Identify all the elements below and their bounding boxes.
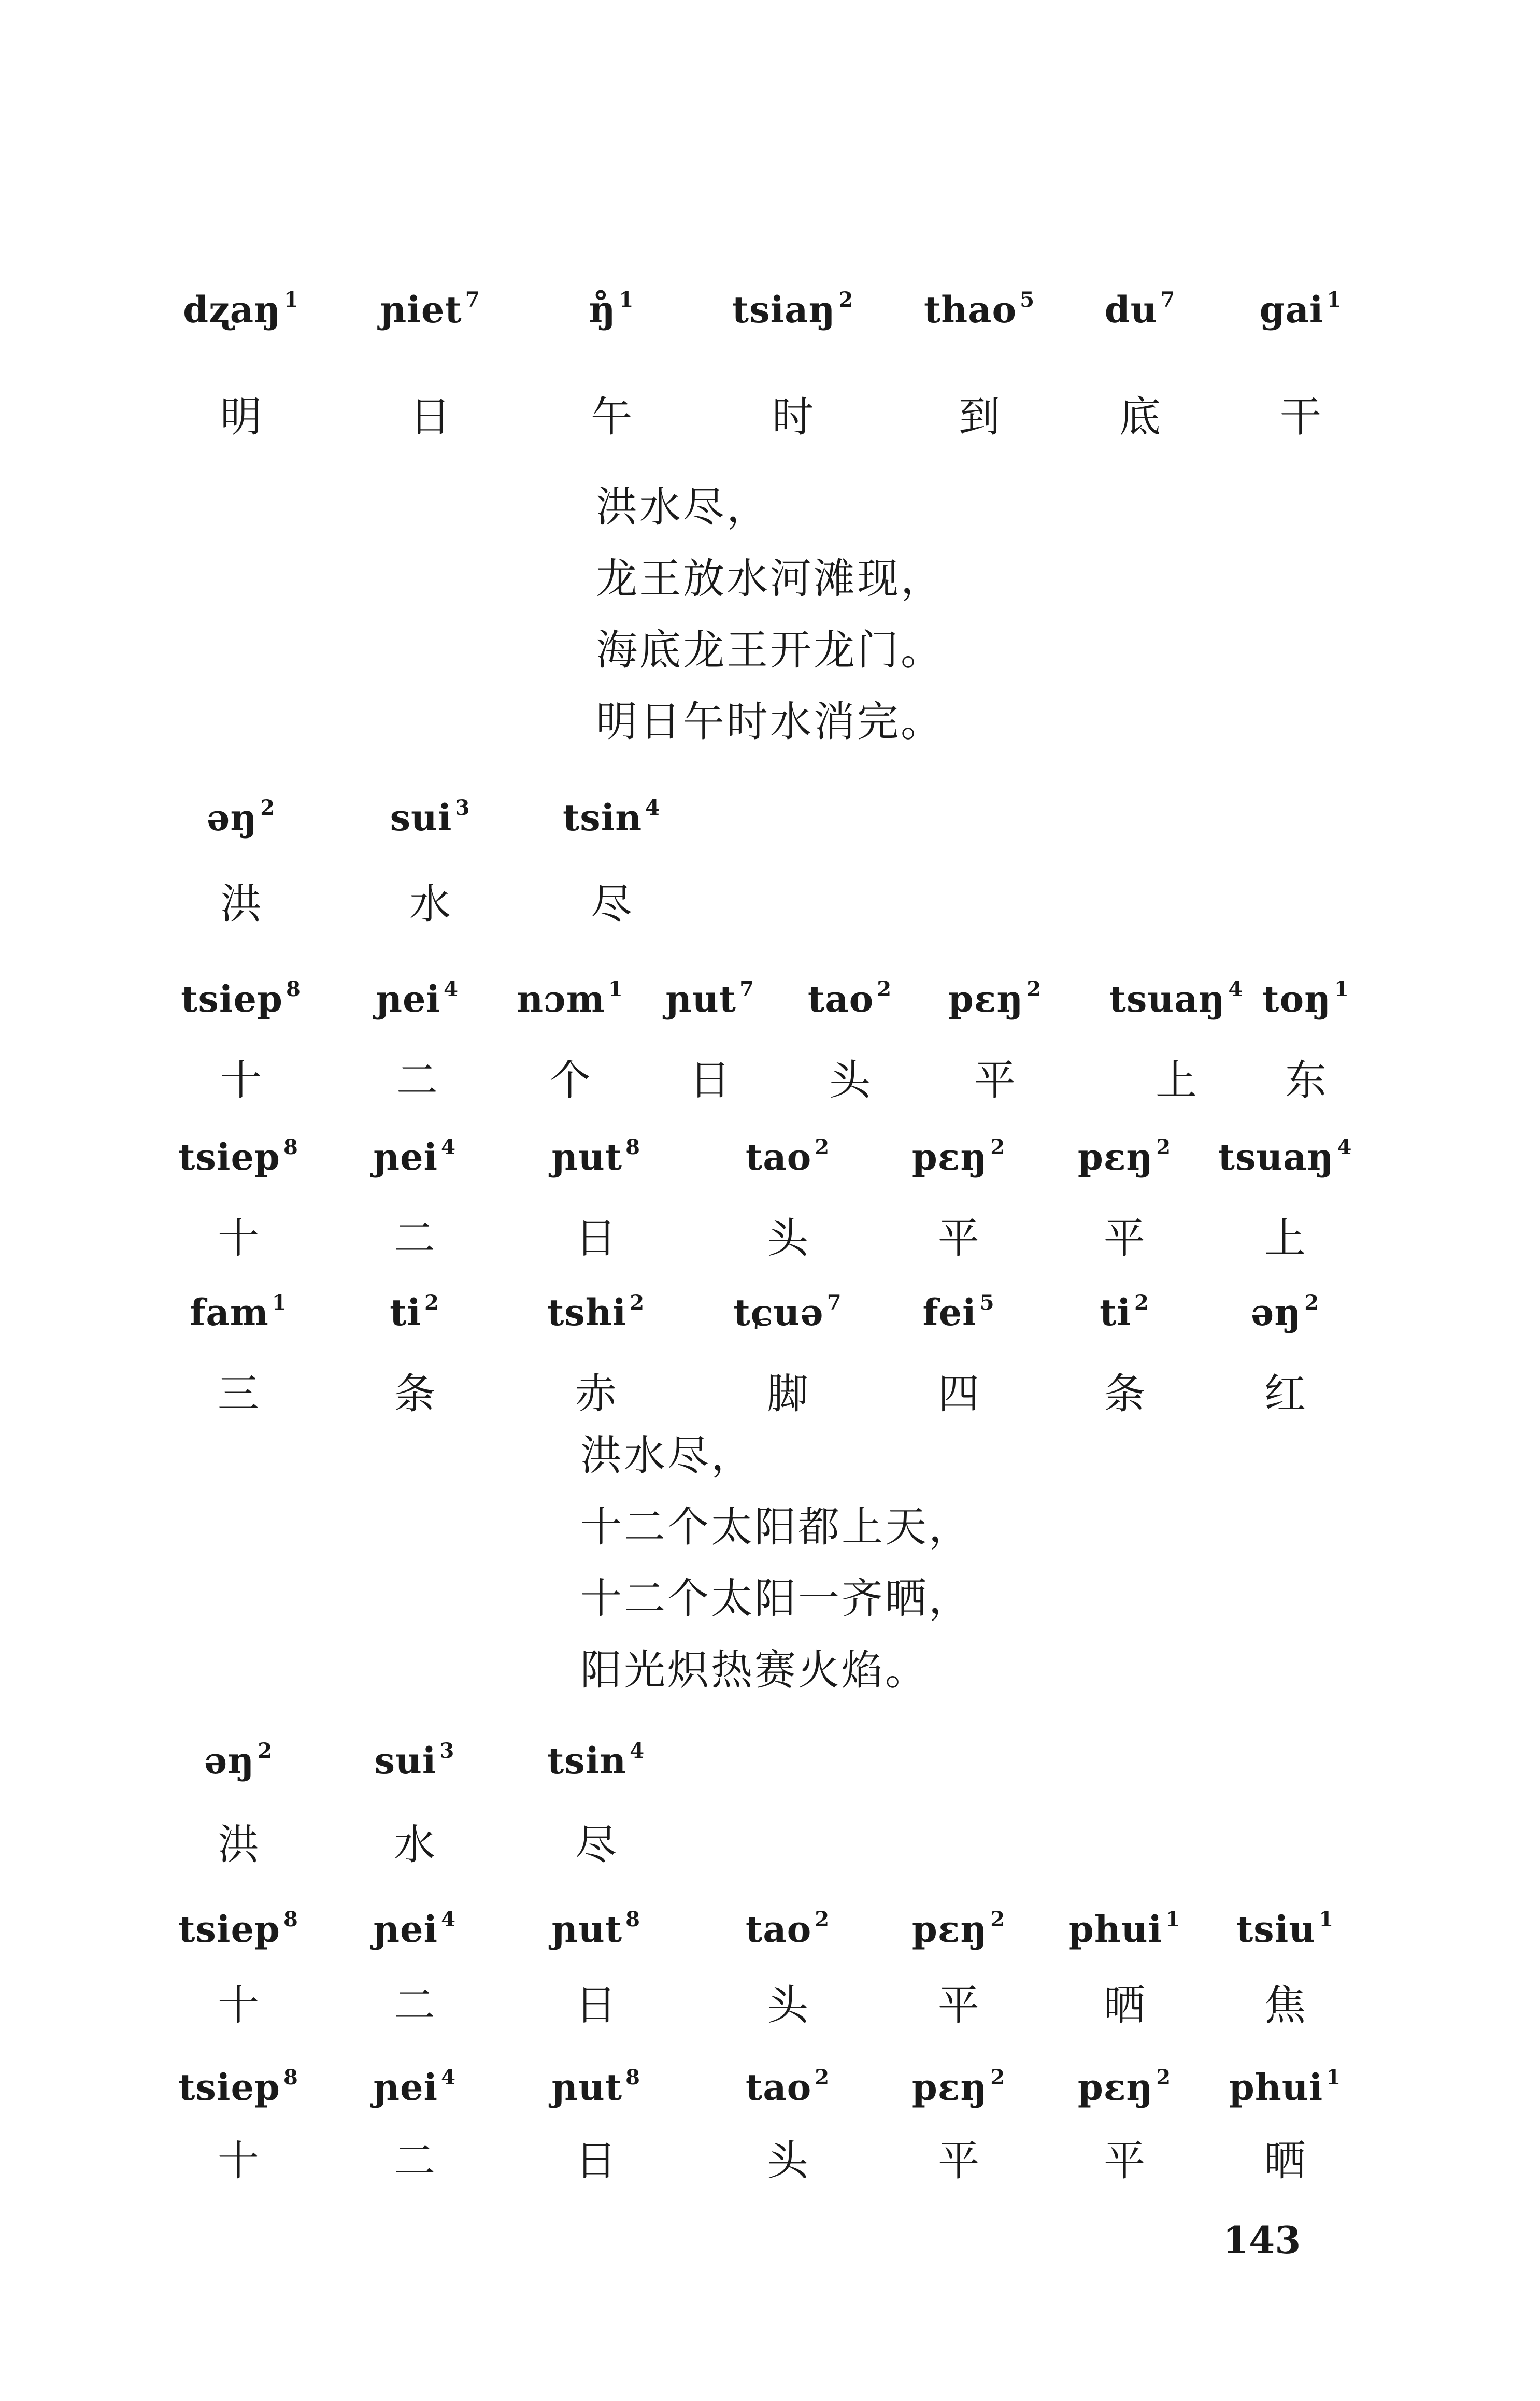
syllable: tsiep $^8$ (178, 1135, 298, 1178)
hanzi: 到 (959, 393, 1000, 441)
syllable: ɲei $^4$ (373, 2065, 456, 2109)
verse-line: 海底龙王开龙门。 (596, 626, 944, 674)
syllable: nɔm $^1$ (517, 977, 623, 1020)
hanzi: 尽 (591, 880, 632, 928)
verse-line: 龙王放水河滩现， (596, 555, 944, 603)
syllable: dʐaŋ $^1$ (183, 288, 299, 331)
hanzi: 条 (394, 1370, 435, 1418)
hanzi: 东 (1285, 1056, 1327, 1104)
hanzi: 三 (218, 1370, 259, 1418)
hanzi: 日 (575, 2137, 617, 2185)
hanzi: 晒 (1264, 2137, 1306, 2185)
hanzi-row (0, 1811, 1540, 1869)
hanzi: 焦 (1264, 1981, 1306, 2029)
syllable: pɛŋ $^2$ (1077, 1135, 1172, 1178)
syllable: ti $^2$ (1100, 1290, 1149, 1334)
hanzi: 平 (938, 1214, 979, 1262)
syllable: ɲut $^7$ (665, 977, 754, 1020)
hanzi: 平 (974, 1056, 1016, 1104)
romanization-row (0, 1135, 1540, 1182)
syllable: ɲei $^4$ (373, 1135, 456, 1178)
hanzi: 时 (772, 393, 814, 441)
verse-line: 阳光炽热赛火焰。 (580, 1646, 929, 1694)
hanzi: 二 (394, 2137, 435, 2185)
hanzi: 头 (767, 1214, 808, 1262)
syllable: tsiu $^1$ (1236, 1907, 1334, 1951)
romanization-row (0, 795, 1540, 842)
hanzi: 二 (394, 1981, 435, 2029)
hanzi: 条 (1104, 1370, 1145, 1418)
verse-line: 十二个太阳都上天， (580, 1503, 972, 1551)
hanzi: 红 (1264, 1370, 1306, 1418)
syllable: ŋ̊ $^1$ (589, 288, 634, 331)
romanization-row (0, 1290, 1540, 1337)
hanzi: 尽 (575, 1821, 617, 1869)
hanzi: 平 (1104, 1214, 1145, 1262)
syllable: tsin $^4$ (562, 795, 661, 839)
hanzi-row (0, 383, 1540, 441)
hanzi-row (0, 2127, 1540, 2185)
syllable: tsin $^4$ (547, 1739, 645, 1782)
syllable: fei $^5$ (922, 1290, 995, 1334)
hanzi: 水 (409, 880, 451, 928)
verse-translation (596, 472, 944, 758)
hanzi: 二 (394, 1214, 435, 1262)
hanzi: 二 (396, 1056, 438, 1104)
hanzi: 脚 (767, 1370, 808, 1418)
syllable: tsiep $^8$ (178, 2065, 298, 2109)
syllable: tshi $^2$ (547, 1290, 645, 1334)
hanzi: 晒 (1104, 1981, 1145, 2029)
romanization-row (0, 1739, 1540, 1785)
hanzi: 头 (767, 2137, 808, 2185)
syllable: əŋ $^2$ (204, 1739, 273, 1782)
hanzi: 日 (409, 393, 451, 441)
verse-line: 明日午时水消完。 (596, 698, 944, 746)
hanzi: 头 (829, 1056, 871, 1104)
hanzi-row (0, 1047, 1540, 1104)
verse-line: 洪水尽， (580, 1431, 754, 1480)
syllable: pɛŋ $^2$ (948, 977, 1042, 1020)
syllable: ɲei $^4$ (376, 977, 459, 1020)
syllable: tsiaŋ $^2$ (732, 288, 854, 331)
hanzi: 十 (218, 1214, 259, 1262)
syllable: sui $^3$ (374, 1739, 455, 1782)
hanzi: 水 (394, 1821, 435, 1869)
hanzi: 赤 (575, 1370, 617, 1418)
syllable: du $^7$ (1104, 288, 1176, 331)
syllable: tao $^2$ (745, 1907, 830, 1951)
syllable: ɲut $^8$ (551, 1135, 640, 1178)
hanzi-row (0, 1972, 1540, 2029)
syllable: tao $^2$ (745, 2065, 830, 2109)
syllable: tsiep $^8$ (181, 977, 301, 1020)
romanization-row (0, 1907, 1540, 1954)
hanzi: 日 (689, 1056, 731, 1104)
syllable: ɲei $^4$ (373, 1907, 456, 1951)
syllable: tsiep $^8$ (178, 1907, 298, 1951)
syllable: thao $^5$ (923, 288, 1035, 331)
hanzi: 十 (218, 2137, 259, 2185)
hanzi: 日 (575, 1981, 617, 2029)
hanzi: 洪 (218, 1821, 259, 1869)
romanization-row (0, 288, 1540, 334)
syllable: sui $^3$ (390, 795, 470, 839)
syllable: əŋ $^2$ (1250, 1290, 1320, 1334)
syllable: toŋ $^1$ (1262, 977, 1349, 1020)
hanzi: 平 (938, 1981, 979, 2029)
hanzi: 上 (1156, 1056, 1197, 1104)
syllable: tao $^2$ (745, 1135, 830, 1178)
hanzi: 平 (1104, 2137, 1145, 2185)
syllable: əŋ $^2$ (206, 795, 276, 839)
hanzi: 明 (220, 393, 262, 441)
syllable: tao $^2$ (807, 977, 892, 1020)
syllable: phui $^1$ (1229, 2065, 1342, 2109)
romanization-row (0, 2065, 1540, 2112)
hanzi-row (0, 1360, 1540, 1418)
hanzi-row (0, 1205, 1540, 1262)
syllable: pɛŋ $^2$ (1077, 2065, 1172, 2109)
syllable: phui $^1$ (1068, 1907, 1181, 1951)
hanzi-row (0, 871, 1540, 928)
syllable: tsuaŋ $^4$ (1109, 977, 1244, 1020)
hanzi: 平 (938, 2137, 979, 2185)
hanzi: 干 (1280, 393, 1321, 441)
syllable: tsuaŋ $^4$ (1218, 1135, 1352, 1178)
romanization-row (0, 977, 1540, 1024)
page-number: 143 (1223, 2218, 1301, 2262)
hanzi: 午 (591, 393, 632, 441)
syllable: pɛŋ $^2$ (911, 2065, 1006, 2109)
hanzi: 十 (218, 1981, 259, 2029)
hanzi: 四 (938, 1370, 979, 1418)
syllable: pɛŋ $^2$ (911, 1907, 1006, 1951)
hanzi: 头 (767, 1981, 808, 2029)
verse-line: 洪水尽， (596, 483, 770, 531)
verse-translation (580, 1420, 972, 1706)
hanzi: 个 (549, 1056, 591, 1104)
hanzi: 洪 (220, 880, 262, 928)
hanzi: 底 (1119, 393, 1161, 441)
syllable: pɛŋ $^2$ (911, 1135, 1006, 1178)
hanzi: 十 (220, 1056, 262, 1104)
syllable: gai $^1$ (1259, 288, 1342, 331)
syllable: ɲiet $^7$ (380, 288, 480, 331)
syllable: fam $^1$ (190, 1290, 287, 1334)
hanzi: 上 (1264, 1214, 1306, 1262)
hanzi: 日 (575, 1214, 617, 1262)
syllable: ti $^2$ (390, 1290, 439, 1334)
syllable: ɲut $^8$ (551, 2065, 640, 2109)
syllable: ɲut $^8$ (551, 1907, 640, 1951)
syllable: tɕuə $^7$ (733, 1290, 842, 1334)
verse-line: 十二个太阳一齐晒， (580, 1574, 972, 1623)
